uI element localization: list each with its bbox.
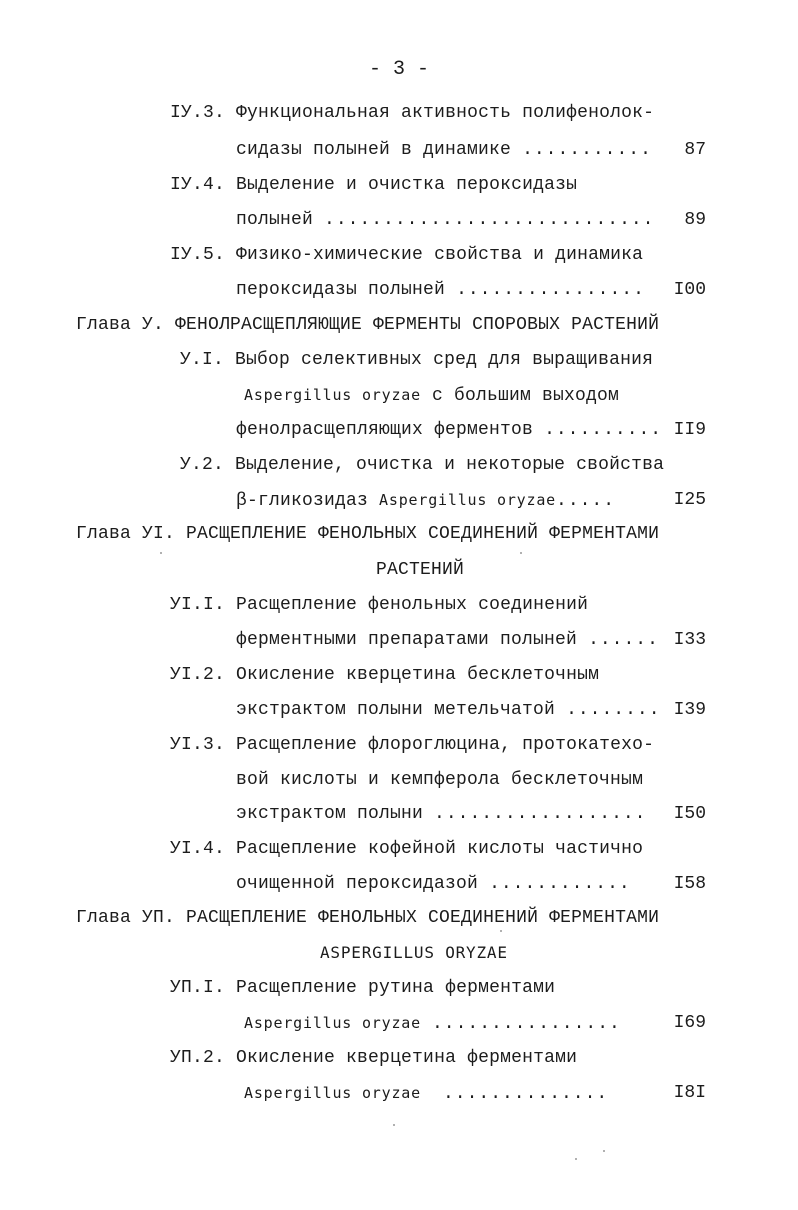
scan-speck <box>575 1158 577 1160</box>
section-title: Расщепление флороглюцина, протокатехо- <box>236 735 655 755</box>
page-ref: I69 <box>673 1013 706 1033</box>
section-title: Расщепление рутина ферментами <box>236 978 556 998</box>
section-title-cont: ферментными препаратами полыней <box>236 630 578 650</box>
species-name: Aspergillus oryzae <box>244 1014 421 1032</box>
section-number: УI.2. <box>170 665 226 685</box>
section-title-cont: с большим выходом <box>431 386 620 406</box>
section-title-cont: β-гликозидаз <box>236 491 369 511</box>
page-number: - 3 - <box>368 58 429 81</box>
section-number: У.2. <box>180 455 225 475</box>
leader-dots: ........... <box>522 140 652 160</box>
leader-dots: ........ <box>566 700 661 720</box>
toc-entry-v1-line3 <box>236 418 662 442</box>
leader-dots: .............. <box>442 1084 609 1104</box>
section-title: Выбор селективных сред для выращивания <box>235 350 654 370</box>
section-title-cont: очищенной пероксидазой <box>236 874 479 894</box>
toc-entry-vi1-line2 <box>236 628 659 652</box>
toc-entry-iv4-line1 <box>170 173 577 197</box>
scan-speck <box>393 1124 395 1126</box>
leader-dots: ................ <box>456 280 645 300</box>
toc-entry-iv4-line2 <box>236 208 654 232</box>
page-ref: I00 <box>673 280 706 300</box>
chapter-7-heading-cont: ASPERGILLUS ORYZAE <box>320 943 508 962</box>
toc-entry-iv5-line2 <box>236 278 645 302</box>
section-title: Выделение, очистка и некоторые свойства <box>235 455 665 475</box>
section-number: УП.I. <box>170 978 226 998</box>
toc-entry-v1-line2 <box>244 383 619 408</box>
toc-entry-vii2-line2 <box>244 1081 608 1106</box>
page-ref: 89 <box>684 210 706 230</box>
section-title: Расщепление кофейной кислоты частично <box>236 839 644 859</box>
section-title-cont: экстрактом полыни метельчатой <box>236 700 556 720</box>
page-ref: I50 <box>673 804 706 824</box>
section-title-cont: сидазы полыней в динамике <box>236 140 512 160</box>
toc-entry-vi3-line1 <box>170 733 654 757</box>
section-number: УI.3. <box>170 735 226 755</box>
toc-entry-vi2-line1 <box>170 663 599 687</box>
toc-entry-v1-line1 <box>180 348 653 372</box>
page-ref: 87 <box>684 140 706 160</box>
leader-dots: ...... <box>588 630 659 650</box>
section-title: Расщепление фенольных соединений <box>236 595 589 615</box>
section-number: IУ.3. <box>170 103 226 123</box>
toc-entry-vi3-line3 <box>236 802 646 826</box>
toc-entry-v2-line2 <box>236 488 615 513</box>
toc-entry-iv5-line1 <box>170 243 643 267</box>
page-ref: I8I <box>673 1083 706 1103</box>
toc-entry-vi1-line1 <box>170 593 588 617</box>
leader-dots: .................. <box>434 804 647 824</box>
section-number: УП.2. <box>170 1048 226 1068</box>
section-number: У.I. <box>180 350 225 370</box>
section-title: Выделение и очистка пероксидазы <box>236 175 578 195</box>
chapter-5-heading: Глава У. ФЕНОЛРАСЩЕПЛЯЮЩИЕ ФЕРМЕНТЫ СПОРОВЫХ РАСТЕНИЙ <box>76 315 660 335</box>
page-ref: I39 <box>673 700 706 720</box>
section-title-cont: полыней <box>236 210 314 230</box>
toc-entry-vii2-line1 <box>170 1046 577 1070</box>
scan-speck <box>520 552 522 554</box>
section-number: УI.I. <box>170 595 226 615</box>
chapter-6-heading: Глава УI. РАСЩЕПЛЕНИЕ ФЕНОЛЬНЫХ СОЕДИНЕНИЙ ФЕРМЕНТАМИ <box>76 524 660 544</box>
chapter-6-heading-cont: РАСТЕНИЙ <box>376 560 465 580</box>
page-ref: I25 <box>673 490 706 510</box>
toc-entry-vi4-line2 <box>236 872 631 896</box>
species-name: Aspergillus oryzae <box>244 1084 421 1102</box>
scan-speck <box>603 1150 605 1152</box>
toc-entry-iv3-line1 <box>170 101 654 125</box>
species-name: Aspergillus oryzae <box>379 491 557 509</box>
toc-entry-v2-line1 <box>180 453 664 477</box>
section-title: Окисление кверцетина бесклеточным <box>236 665 600 685</box>
toc-entry-iv3-line2 <box>236 138 652 162</box>
toc-entry-vi2-line2 <box>236 698 661 722</box>
toc-entry-vii1-line2 <box>244 1011 621 1036</box>
section-title-cont: фенолрасщепляющих ферментов <box>236 420 534 440</box>
section-title-cont: пероксидазы полыней <box>236 280 446 300</box>
section-number: IУ.4. <box>170 175 226 195</box>
section-number: УI.4. <box>170 839 226 859</box>
species-name: Aspergillus oryzae <box>244 386 421 404</box>
toc-entry-vi4-line1 <box>170 837 643 861</box>
section-title: Окисление кверцетина ферментами <box>236 1048 578 1068</box>
section-title: Функциональная активность полифенолок- <box>236 103 655 123</box>
section-title: Физико-химические свойства и динамика <box>236 245 644 265</box>
page-ref: II9 <box>673 420 706 440</box>
leader-dots: ............................ <box>324 210 655 230</box>
page-ref: I33 <box>673 630 706 650</box>
page-ref: I58 <box>673 874 706 894</box>
chapter-7-heading: Глава УП. РАСЩЕПЛЕНИЕ ФЕНОЛЬНЫХ СОЕДИНЕНИЙ ФЕРМЕНТАМИ <box>76 908 660 928</box>
toc-entry-vi3-line2: вой кислоты и кемпферола бесклеточным <box>236 770 644 790</box>
section-title-cont: экстрактом полыни <box>236 804 424 824</box>
leader-dots: ............ <box>489 874 631 894</box>
section-number: IУ.5. <box>170 245 226 265</box>
scan-speck <box>160 552 162 554</box>
leader-dots: .......... <box>544 420 663 440</box>
toc-entry-vii1-line1 <box>170 976 555 1000</box>
leader-dots: ..... <box>556 491 616 511</box>
scan-speck <box>500 930 502 932</box>
leader-dots: ................ <box>431 1014 621 1034</box>
